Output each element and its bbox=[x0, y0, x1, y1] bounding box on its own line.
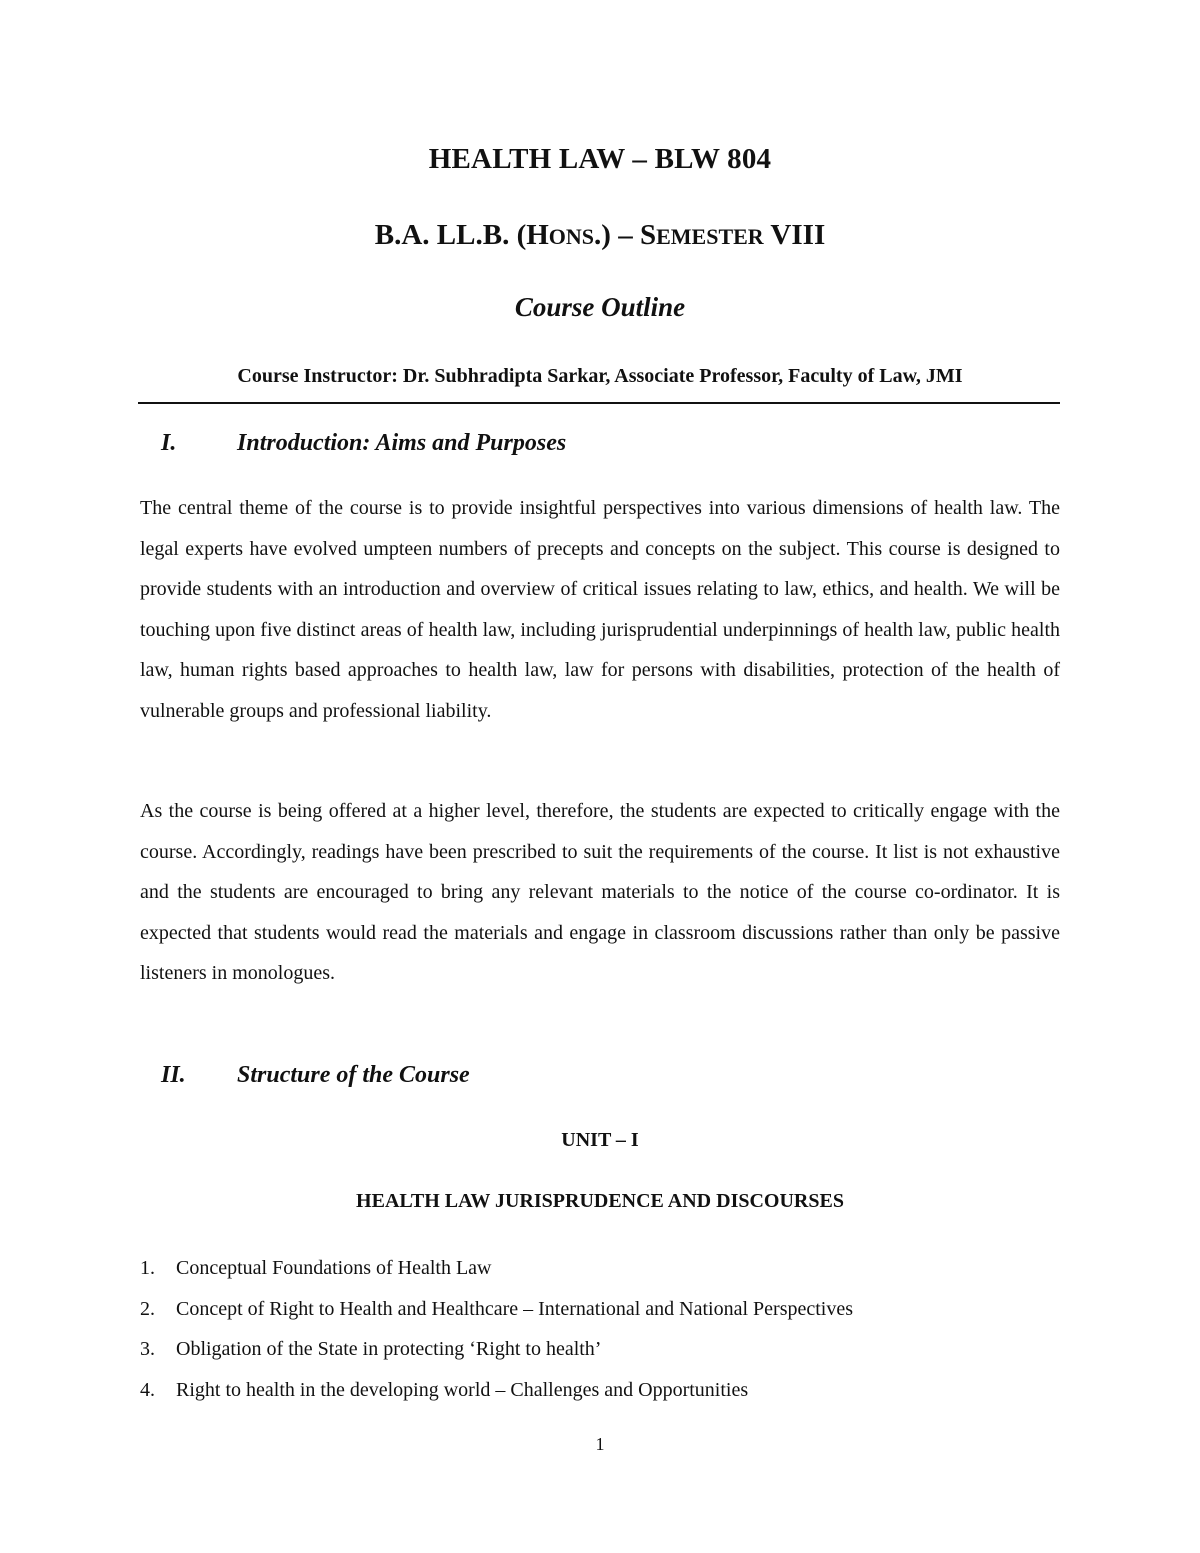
course-instructor: Course Instructor: Dr. Subhradipta Sarkar, Associate Professor, Faculty of Law, JMI bbox=[237, 365, 963, 387]
list-item-text: Concept of Right to Health and Healthcare – International and National Perspectives bbox=[176, 1297, 854, 1320]
list-item-text: Obligation of the State in protecting ‘Right to health’ bbox=[176, 1338, 602, 1360]
intro-paragraph-1: The central theme of the course is to provide insightful perspectives into various dimensions of health law. The legal experts have evolved umpteen numbers of precepts and concepts on the subject. This course is designed to provide students with an introduction and overview of critical issues relating to law, ethics, and health. We will be touching upon five distinct areas of health law, including jurisprudential underpinnings of health law, public health law, human rights based approaches to health law, law for persons with disabilities, protection of the health of vulnerable groups and professional liability. bbox=[140, 497, 1060, 722]
section-title: Structure of the Course bbox=[237, 1062, 470, 1088]
list-item-number: 4. bbox=[140, 1378, 155, 1401]
degree-hons-initial: H bbox=[526, 219, 549, 251]
header-divider bbox=[138, 402, 1060, 404]
list-item bbox=[140, 1329, 1060, 1370]
list-item-number: 1. bbox=[140, 1257, 155, 1279]
document-kind: Course Outline bbox=[514, 292, 686, 322]
degree-prefix: B.A. LL.B. ( bbox=[374, 219, 527, 251]
list-item bbox=[140, 1289, 1060, 1330]
degree-line bbox=[0, 219, 1200, 252]
section-title: Introduction: Aims and Purposes bbox=[237, 430, 567, 456]
course-title: HEALTH LAW – BLW 804 bbox=[428, 143, 772, 175]
section-heading-introduction bbox=[161, 430, 1061, 457]
section-heading-structure bbox=[161, 1062, 1061, 1089]
degree-hons-rest: ONS bbox=[548, 224, 595, 249]
list-item-number: 2. bbox=[140, 1297, 155, 1320]
section-number: I. bbox=[161, 430, 177, 456]
page-number: 1 bbox=[595, 1434, 605, 1454]
list-item-text: Conceptual Foundations of Health Law bbox=[176, 1257, 492, 1279]
list-item bbox=[140, 1370, 1060, 1411]
list-item-text: Right to health in the developing world – Challenges and Opportunities bbox=[176, 1378, 749, 1401]
unit-label: UNIT – I bbox=[561, 1129, 639, 1151]
degree-mid: .) – bbox=[594, 219, 640, 251]
degree-semester-initial: S bbox=[639, 219, 657, 251]
topic-list bbox=[140, 1248, 1060, 1410]
degree-semester-num: VIII bbox=[763, 219, 826, 251]
list-item bbox=[140, 1248, 1060, 1289]
degree-semester-rest: EMESTER bbox=[656, 224, 764, 249]
section-number: II. bbox=[161, 1062, 186, 1088]
intro-paragraph-2: As the course is being offered at a higher level, therefore, the students are expected to critically engage with the course. Accordingly, readings have been prescribed to suit the requirements of the course. It list is not exhaustive and the students are encouraged to bring any relevant materials to the notice of the course co-ordinator. It is expected that students would read the materials and engage in classroom discussions rather than only be passive listeners in monologues. bbox=[140, 800, 1060, 985]
list-item-number: 3. bbox=[140, 1338, 155, 1360]
unit-title: HEALTH LAW JURISPRUDENCE AND DISCOURSES bbox=[356, 1190, 844, 1212]
